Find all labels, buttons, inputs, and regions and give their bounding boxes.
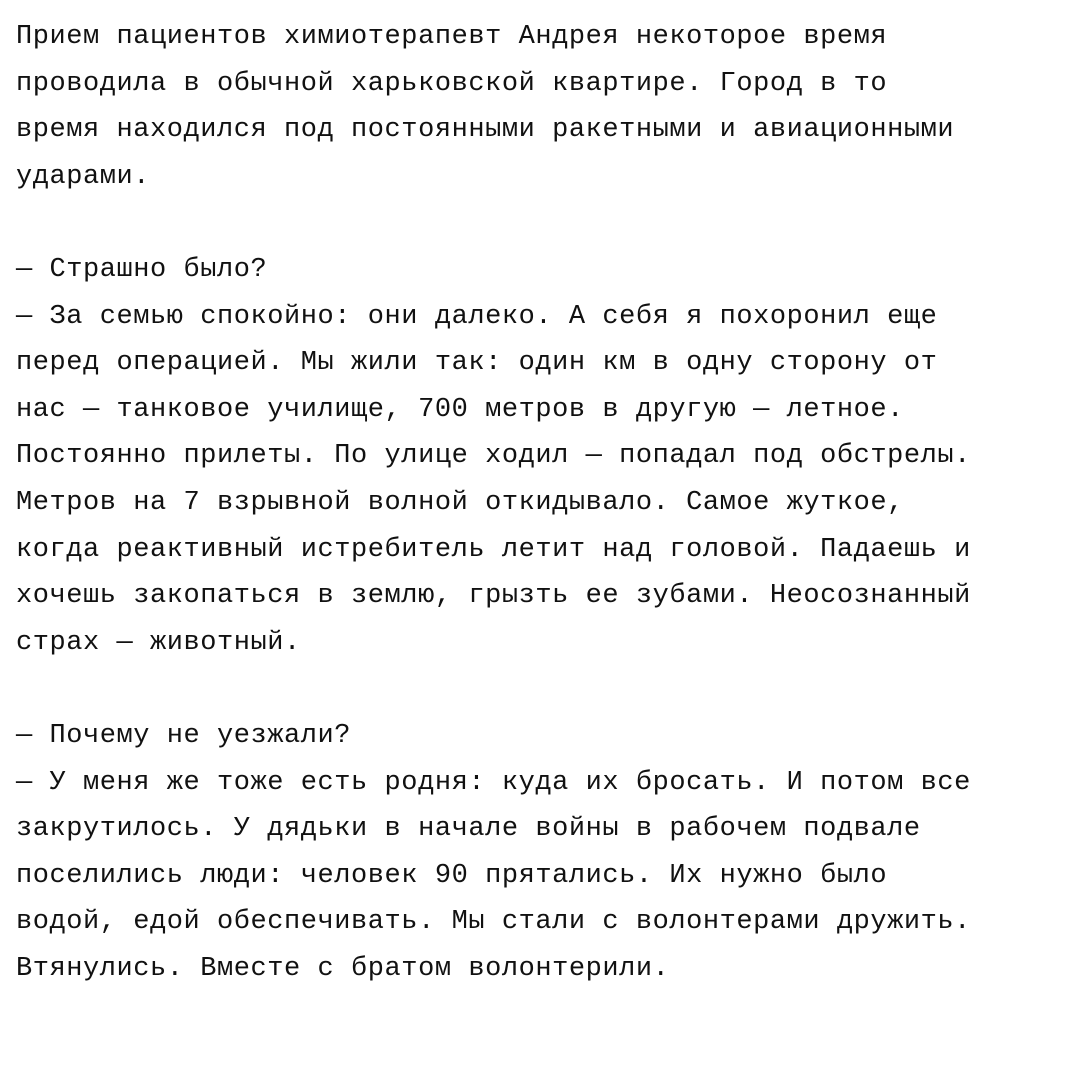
intro-paragraph bbox=[16, 14, 1066, 200]
text-line: перед операцией. Мы жили так: один км в одну сторону от bbox=[16, 348, 938, 379]
text-line: проводила в обычной харьковской квартире. Город в то bbox=[16, 68, 888, 99]
text-line: Постоянно прилеты. По улице ходил — попадал под обстрелы. bbox=[16, 441, 971, 472]
paragraph-gap bbox=[16, 666, 1066, 713]
text-line: Прием пациентов химиотерапевт Андрея некоторое время bbox=[16, 22, 888, 52]
text-line: — У меня же тоже есть родня: куда их бросать. И потом все bbox=[16, 767, 971, 798]
text-line: водой, едой обеспечивать. Мы стали с волонтерами дружить. bbox=[16, 907, 971, 938]
answer-paragraph bbox=[16, 294, 1066, 667]
text-line: — За семью спокойно: они далеко. А себя я похоронил еще bbox=[16, 301, 938, 332]
text-line: хочешь закопаться в землю, грызть ее зубами. Неосознанный bbox=[16, 581, 971, 612]
answer-paragraph bbox=[16, 760, 1066, 993]
text-line: время находился под постоянными ракетными и авиационными bbox=[16, 115, 955, 146]
text-line: нас — танковое училище, 700 метров в другую — летное. bbox=[16, 394, 904, 425]
question-line: — Почему не уезжали? bbox=[16, 720, 352, 751]
paragraph-gap bbox=[16, 200, 1066, 247]
article-text bbox=[16, 14, 1066, 992]
text-line: закрутилось. У дядьки в начале войны в рабочем подвале bbox=[16, 814, 921, 845]
text-line: поселились люди: человек 90 прятались. Их нужно было bbox=[16, 860, 888, 891]
text-line: Втянулись. Вместе с братом волонтерили. bbox=[16, 953, 670, 984]
question-line: — Страшно было? bbox=[16, 254, 268, 285]
text-line: страх — животный. bbox=[16, 627, 301, 658]
text-line: Метров на 7 взрывной волной откидывало. Самое жуткое, bbox=[16, 487, 904, 518]
text-line: когда реактивный истребитель летит над головой. Падаешь и bbox=[16, 534, 971, 565]
text-line: ударами. bbox=[16, 161, 151, 192]
